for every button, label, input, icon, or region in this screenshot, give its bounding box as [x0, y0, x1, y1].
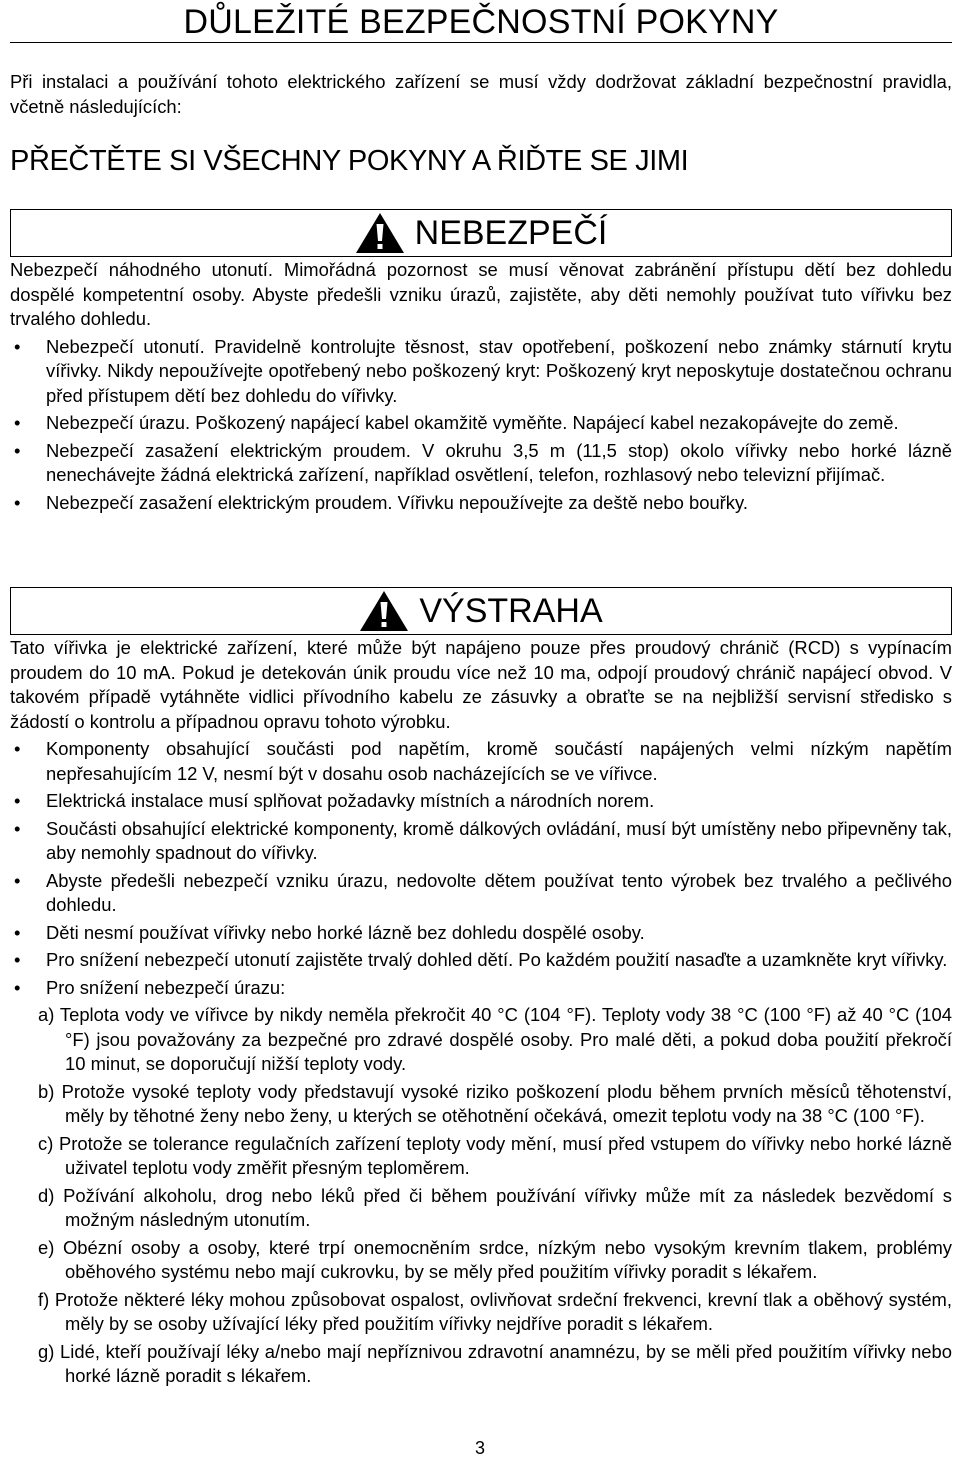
bullet-item	[10, 948, 952, 973]
warning-paragraph: Tato vířivka je elektrické zařízení, které může být napájeno pouze přes proudový chránič (RCD) s vypínacím proudem do 10 mA. Pokud je detekován únik proudu více než 10 ma, odpojí proudový chránič napájecí obvod. V takovém případě vytáhněte vidlici přívodního kabelu ze zásuvky a obraťte se na nejbližší servisní středisko s žádostí o kontrolu a případnou opravu tohoto výrobku.	[10, 637, 952, 732]
bullet-item	[10, 921, 952, 946]
danger-section	[10, 258, 952, 515]
bullet-item	[10, 869, 952, 918]
bullet-icon: •	[14, 738, 21, 759]
sub-list-item: f) Protože některé léky mohou způsobovat ospalost, ovlivňovat srdeční frekvenci, krevní tlak a oběhový systém, měly by se osoby užívající léky před použitím vířivky nejdříve poradit s lékařem.	[38, 1288, 952, 1334]
bullet-text: Komponenty obsahující součásti pod napětím, kromě součástí napájených velmi nízkým napětím nepřesahujícím 12 V, nesmí být v dosahu osob nacházejících se ve vířivce.	[46, 738, 952, 784]
warning-banner	[10, 587, 952, 635]
bullet-icon: •	[14, 335, 21, 357]
sub-list-item: d) Požívání alkoholu, drog nebo léků před či během používání vířivky může mít za následek bezvědomí s možným následným utonutím.	[38, 1184, 952, 1230]
sub-list-item: c) Protože se tolerance regulačních zařízení teploty vody mění, musí před vstupem do vířivky nebo horké lázně uživatel teplotu vody změřit přesným teploměrem.	[38, 1132, 952, 1178]
warning-label: VÝSTRAHA	[419, 592, 603, 630]
bullet-item	[10, 817, 952, 866]
warning-bullet-list	[10, 737, 952, 1000]
bullet-icon: •	[14, 491, 21, 513]
bullet-text: Součásti obsahující elektrické komponenty, kromě dálkových ovládání, musí být umístěny nebo připevněny tak, aby nemohly spadnout do vířivky.	[46, 817, 952, 863]
bullet-text: Nebezpečí utonutí. Pravidelně kontrolujte těsnost, stav opotřebení, poškození nebo známky stárnutí krytu vířivky. Nikdy nepoužívejte opotřebený nebo poškozený kryt: Poškozený kryt neposkytuje dostatečnou ochranu před přístupem dětí bez dohledu do vířivky.	[46, 335, 952, 406]
page-number: 3	[474, 1438, 485, 1458]
sub-list-item: b) Protože vysoké teploty vody představují vysoké riziko poškození plodu během prvních měsíců těhotenství, měly by těhotné ženy nebo ženy, u kterých se otěhotnění očekává, omezit teplotu vody na 38 °C (100 °F).	[38, 1080, 952, 1126]
bullet-icon: •	[14, 439, 21, 461]
page-title: DŮLEŽITÉ BEZPEČNOSTNÍ POKYNY	[183, 3, 779, 41]
warning-section	[10, 636, 952, 1389]
sub-list-item: e) Obézní osoby a osoby, které trpí onemocněním srdce, nízkým nebo vysokým krevním tlakem, problémy oběhového systému nebo mají cukrovku, by se měly před použitím vířivky poradit s lékařem.	[38, 1236, 952, 1282]
bullet-text: Děti nesmí používat vířivky nebo horké lázně bez dohledu dospělé osoby.	[46, 921, 645, 943]
sub-list-item: a) Teplota vody ve vířivce by nikdy neměla překročit 40 °C (104 °F). Teploty vody 38 °C (100 °F) až 40 °C (104 °F) jsou považovány za bezpečné pro zdravé dospělé osoby. Pro malé děti, a pokud doba použití překročí 10 minut, se doporučují nižší teploty vody.	[38, 1004, 952, 1074]
intro-paragraph: Při instalaci a používání tohoto elektrického zařízení se musí vždy dodržovat základní bezpečnostní pravidla, včetně následujících:	[10, 71, 952, 117]
bullet-text: Abyste předešli nebezpečí vzniku úrazu, nedovolte dětem používat tento výrobek bez trvalého a pečlivého dohledu.	[46, 869, 952, 915]
bullet-icon: •	[14, 790, 21, 811]
bullet-item	[10, 491, 952, 516]
bullet-text: Pro snížení nebezpečí utonutí zajistěte trvalý dohled dětí. Po každém použití nasaďte a uzamkněte kryt vířivky.	[46, 949, 948, 970]
bullet-icon: •	[14, 869, 21, 891]
bullet-item	[10, 411, 952, 436]
read-all-heading: PŘEČTĚTE SI VŠECHNY POKYNY A ŘIĎTE SE JIMI	[10, 145, 689, 177]
bullet-icon: •	[14, 817, 21, 839]
injury-sub-list	[10, 1003, 952, 1389]
warning-triangle-icon	[355, 212, 405, 254]
bullet-text: Nebezpečí zasažení elektrickým proudem. Vířivku nepoužívejte za deště nebo bouřky.	[46, 491, 748, 513]
danger-label: NEBEZPEČÍ	[414, 214, 608, 252]
sub-list-item: g) Lidé, kteří používají léky a/nebo mají nepříznivou zdravotní anamnézu, by se měli před použitím vířivky nebo horké lázně poradit s lékařem.	[38, 1340, 952, 1386]
title-underline	[10, 42, 952, 43]
bullet-icon: •	[14, 921, 21, 943]
bullet-item	[10, 335, 952, 409]
bullet-text: Nebezpečí zasažení elektrickým proudem. V okruhu 3,5 m (11,5 stop) okolo vířivky nebo horké lázně nenechávejte žádná elektrická zařízení, například osvětlení, telefon, rozhlasový nebo televizní přijímač.	[46, 439, 952, 485]
bullet-icon: •	[14, 412, 21, 433]
bullet-item	[10, 976, 952, 1001]
bullet-text: Pro snížení nebezpečí úrazu:	[46, 976, 286, 998]
danger-bullet-list	[10, 335, 952, 516]
bullet-item	[10, 737, 952, 786]
bullet-icon: •	[14, 949, 21, 970]
bullet-icon: •	[14, 976, 21, 998]
warning-triangle-icon	[359, 590, 409, 632]
bullet-item	[10, 789, 952, 814]
danger-banner	[10, 209, 952, 257]
bullet-text: Elektrická instalace musí splňovat požadavky místních a národních norem.	[46, 790, 655, 811]
bullet-text: Nebezpečí úrazu. Poškozený napájecí kabel okamžitě vyměňte. Napájecí kabel nezakopávejte do země.	[46, 412, 899, 433]
bullet-item	[10, 439, 952, 488]
danger-paragraph: Nebezpečí náhodného utonutí. Mimořádná pozornost se musí věnovat zabránění přístupu dětí bez dohledu dospělé kompetentní osoby. Abyste předešli vzniku úrazů, zajistěte, aby děti nemohly používat tuto vířivku bez trvalého dohledu.	[10, 259, 952, 329]
